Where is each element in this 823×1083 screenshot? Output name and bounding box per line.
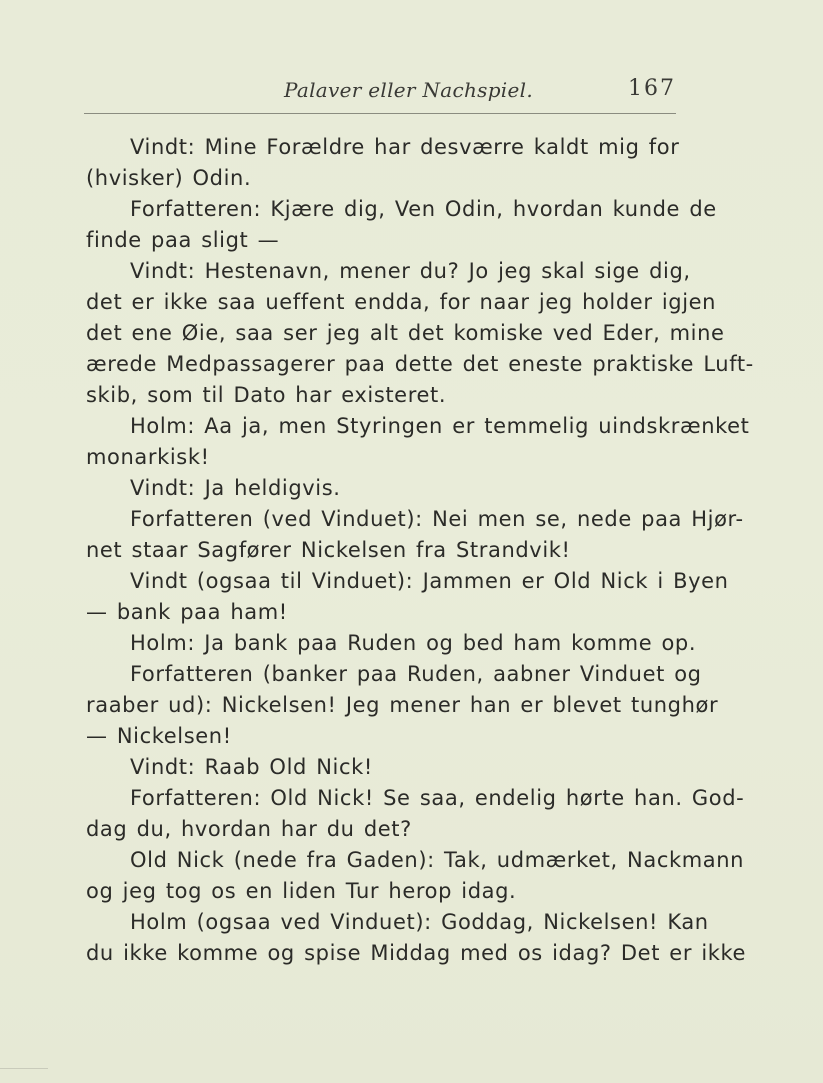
text-line: det ene Øie, saa ser jeg alt det komiske ved Eder, mine [86,321,725,345]
text-line: Forfatteren (banker paa Ruden, aabner Vinduet og [130,662,702,686]
text-line: (hvisker) Odin. [86,166,252,190]
running-title: Palaver eller Nachspiel. [284,78,533,102]
text-line: du ikke komme og spise Middag med os idag? Det er ikke [86,941,747,965]
text-line: monarkisk! [86,445,210,469]
text-line: — bank paa ham! [86,600,288,624]
page-header [84,74,676,114]
text-line: Vindt: Hestenavn, mener du? Jo jeg skal sige dig, [130,259,691,283]
text-line: Holm (ogsaa ved Vinduet): Goddag, Nickelsen! Kan [130,910,709,934]
text-line: dag du, hvordan har du det? [86,817,412,841]
text-line: Forfatteren: Old Nick! Se saa, endelig hørte han. God- [130,786,745,810]
body-text [86,132,754,969]
text-line: Vindt: Raab Old Nick! [130,755,373,779]
text-line: Holm: Ja bank paa Ruden og bed ham komme op. [130,631,697,655]
page-number: 167 [628,76,676,101]
text-line: finde paa sligt — [86,228,280,252]
text-line: — Nickelsen! [86,724,232,748]
header-rule [84,113,676,114]
text-line: Old Nick (nede fra Gaden): Tak, udmærket, Nackmann [130,848,745,872]
text-line: net staar Sagfører Nickelsen fra Strandvik! [86,538,571,562]
text-line: raaber ud): Nickelsen! Jeg mener han er blevet tunghør [86,693,719,717]
text-line: Holm: Aa ja, men Styringen er temmelig uindskrænket [130,414,750,438]
text-line: Vindt: Ja heldigvis. [130,476,341,500]
text-line: ærede Medpassagerer paa dette det eneste praktiske Luft- [86,352,754,376]
page-edge-mark [0,1068,48,1069]
text-line: Vindt: Mine Forældre har desværre kaldt mig for [130,135,680,159]
text-line: skib, som til Dato har existeret. [86,383,447,407]
text-line: Vindt (ogsaa til Vinduet): Jammen er Old Nick i Byen [130,569,729,593]
text-line: Forfatteren: Kjære dig, Ven Odin, hvordan kunde de [130,197,717,221]
text-line: det er ikke saa ueffent endda, for naar jeg holder igjen [86,290,717,314]
text-line: og jeg tog os en liden Tur herop idag. [86,879,517,903]
text-line: Forfatteren (ved Vinduet): Nei men se, nede paa Hjør- [130,507,744,531]
